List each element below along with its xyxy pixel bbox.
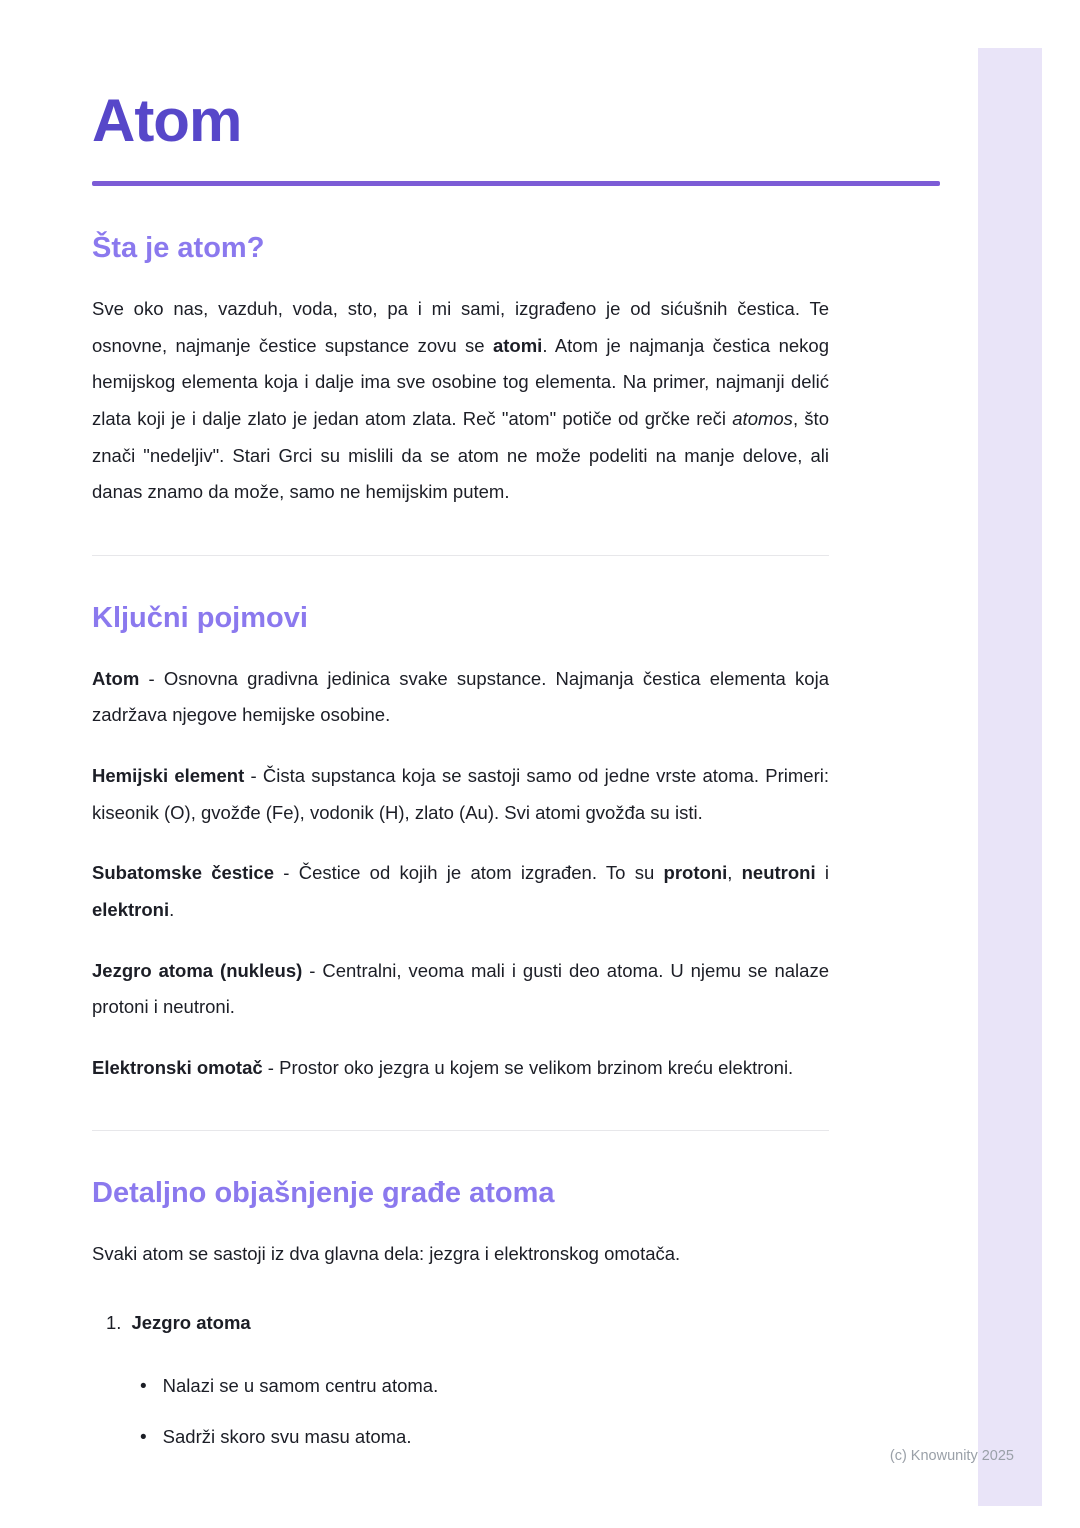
- list-item-label: Jezgro atoma: [131, 1312, 251, 1333]
- key-term-item: Subatomske čestice - Čestice od kojih je atom izgrađen. To su protoni, neutroni i elektroni.: [92, 862, 829, 920]
- section-heading-structure: Detaljno objašnjenje građe atoma: [92, 1177, 555, 1210]
- section-divider: [92, 1130, 829, 1131]
- section-divider: [92, 555, 829, 556]
- intro-paragraph: Sve oko nas, vazduh, voda, sto, pa i mi sami, izgrađeno je od sićušnih čestica. Te osnovne, najmanje čestice supstance zovu se atomi. Atom je najmanja čestica nekog hemijskog elementa koja i dalje ima sve osobine tog elementa. Na primer, najmanji delić zlata koji je i dalje zlato je jedan atom zlata. Reč "atom" potiče od grčke reči atomos, što znači "nedeljiv". Stari Grci su mislili da se atom ne može podeliti na manje delove, ali danas znamo da može, samo ne hemijskim putem.: [92, 298, 829, 503]
- bullet-text: Sadrži skoro svu masu atoma.: [162, 1426, 412, 1448]
- structure-intro: Svaki atom se sastoji iz dva glavna dela: jezgra i elektronskog omotača.: [92, 1243, 681, 1265]
- page-edge-strip: [978, 48, 1042, 1506]
- key-term-item: Jezgro atoma (nukleus) - Centralni, veoma mali i gusti deo atoma. U njemu se nalaze protoni i neutroni.: [92, 959, 829, 1018]
- section-heading-intro: Šta je atom?: [92, 232, 265, 264]
- footer-copyright: (c) Knowunity 2025: [889, 1448, 1014, 1464]
- title-rule: [92, 181, 940, 186]
- bullet-list: [140, 1368, 800, 1456]
- key-term-item: Hemijski element - Čista supstanca koja se sastoji samo od jedne vrste atoma. Primeri: kiseonik (O), gvožđe (Fe), vodonik (H), zlato (Au). Svi atomi gvožđa su isti.: [92, 765, 830, 823]
- key-term-item: Atom - Osnovna gradivna jedinica svake supstance. Najmanja čestica elementa koja zadržava njegove hemijske osobine.: [92, 667, 829, 726]
- bullet-marker-icon: [140, 1419, 147, 1456]
- bullet-item: [140, 1368, 800, 1405]
- list-item-number: 1.: [106, 1312, 122, 1333]
- page-title: Atom: [92, 87, 242, 154]
- bullet-marker-icon: [140, 1368, 147, 1405]
- bullet-item: [140, 1419, 800, 1456]
- key-term-item: Elektronski omotač - Prostor oko jezgra u kojem se velikom brzinom kreću elektroni.: [92, 1056, 794, 1078]
- bullet-text: Nalazi se u samom centru atoma.: [162, 1375, 439, 1397]
- section-heading-key-terms: Ključni pojmovi: [92, 601, 308, 634]
- numbered-list-item: [106, 1305, 940, 1340]
